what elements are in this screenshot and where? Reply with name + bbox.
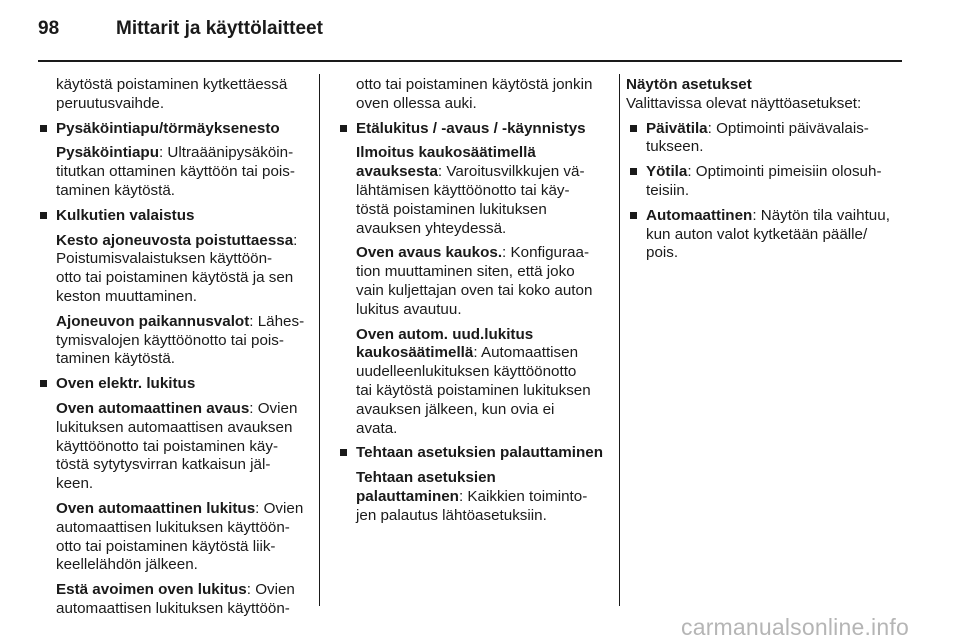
setting-term: Pysäköintiapu (56, 144, 159, 162)
bullet-square-icon (40, 380, 47, 387)
bullet-automatic-mode (626, 207, 906, 263)
bullet-electric-door-lock (36, 375, 306, 619)
setting-term: Tehtaan asetuksien (356, 469, 496, 487)
setting-description: Automaattinen: Näytön tila vaihtuu, kun auton valot kytketään päälle/ pois. (646, 206, 890, 262)
setting-description: Ilmoitus kaukosäätimellä avauksesta: Varoitusvilkkujen vä- lähtämisen käyttöönotto tai käy- töstä poistaminen lukituksen avauksen yhteydessä. (356, 144, 585, 237)
column-2 (336, 76, 604, 526)
column-1 (36, 76, 306, 619)
bullet-square-icon (630, 212, 637, 219)
column-divider-right (619, 74, 620, 606)
bullet-parking-assist (36, 120, 306, 201)
continued-text: käytöstä poistaminen kytkettäessä peruutusvaihde. (56, 76, 288, 112)
section-intro: Valittavissa olevat näyttöasetukset: (626, 94, 862, 112)
setting-description: Päivätila: Optimointi päivävalais- tukseen. (646, 119, 869, 156)
setting-term: Kesto ajoneuvosta poistuttaessa (56, 231, 294, 249)
continued-text: otto tai poistaminen käytöstä jonkin oven ollessa auki. (356, 76, 593, 112)
setting-term: Oven automaattinen avaus (56, 399, 250, 417)
section-title: Pysäköintiapu/törmäyksenesto (56, 119, 280, 137)
setting-description: Tehtaan asetuksien palauttaminen: Kaikkien toiminto- jen palautus lähtöasetuksiin. (356, 469, 588, 524)
section-title: Etälukitus / -avaus / -käynnistys (356, 119, 586, 137)
column-divider-left (319, 74, 320, 606)
bullet-remote-locking (336, 120, 604, 439)
column-3 (626, 76, 906, 263)
bullet-factory-reset (336, 444, 604, 525)
bullet-square-icon (40, 125, 47, 132)
running-title: Mittarit ja käyttölaitteet (116, 18, 323, 39)
setting-term: Estä avoimen oven lukitus (56, 581, 247, 599)
setting-term: avauksesta (356, 163, 438, 181)
setting-description: Yötila: Optimointi pimeisiin olosuh- teisiin. (646, 163, 882, 199)
setting-description: Estä avoimen oven lukitus: Ovien automaattisen lukituksen käyttöön- (56, 581, 295, 617)
setting-description: Oven autom. uud.lukitus kaukosäätimellä: Automaattisen uudelleenlukituksen käyttöönotto tai käytöstä poistaminen lukituksen avauksen jälkeen, kun ovia ei avata. (356, 325, 591, 437)
header-rule (38, 60, 902, 62)
setting-term: Ilmoitus kaukosäätimellä (356, 144, 536, 162)
setting-term: Oven automaattinen lukitus (56, 499, 256, 517)
bullet-square-icon (340, 125, 347, 132)
setting-description: Oven avaus kaukos.: Konfiguraa- tion muuttaminen siten, että joko vain kuljettajan oven tai koko auton lukitus avautuu. (356, 244, 593, 318)
bullet-night-mode (626, 163, 906, 201)
bullet-square-icon (340, 449, 347, 456)
setting-description: Pysäköintiapu: Ultraäänipysäköin- titutkan ottaminen käyttöön tai pois- taminen käytöstä. (56, 144, 295, 199)
setting-term: Automaattinen (646, 206, 753, 224)
setting-term: kaukosäätimellä (356, 344, 474, 362)
setting-term: Ajoneuvon paikannusvalot (56, 312, 250, 330)
page-number: 98 (38, 18, 60, 39)
section-heading: Näytön asetukset (626, 76, 752, 93)
bullet-square-icon (40, 212, 47, 219)
setting-description: Kesto ajoneuvosta poistuttaessa: Poistumisvalaistuksen käyttöön- otto tai poistaminen käytöstä ja sen keston muuttaminen. (56, 231, 298, 305)
bullet-path-lighting (36, 207, 306, 369)
setting-term: Oven avaus kaukos. (356, 244, 503, 262)
section-title: Tehtaan asetuksien palauttaminen (356, 444, 604, 462)
page-header (38, 18, 918, 48)
watermark-text: carmanualsonline.info (681, 614, 909, 640)
bullet-square-icon (630, 125, 637, 132)
section-title: Kulkutien valaistus (56, 206, 195, 224)
setting-term: Päivätila (646, 119, 708, 137)
section-title: Oven elektr. lukitus (56, 375, 196, 393)
setting-description: Oven automaattinen lukitus: Ovien automaattisen lukituksen käyttöön- otto tai poistaminen käytöstä liik- keellelähdön jälkeen. (56, 499, 304, 574)
setting-description: Oven automaattinen avaus: Ovien lukituksen automaattisen avauksen käyttöönotto tai poistaminen käy- töstä sytytysvirran katkaisun jäl- keen. (56, 399, 298, 493)
bullet-day-mode (626, 120, 906, 158)
bullet-square-icon (630, 168, 637, 175)
setting-term: Yötila (646, 163, 688, 181)
setting-description: Ajoneuvon paikannusvalot: Lähes- tymisvalojen käyttöönotto tai pois- taminen käytöstä. (56, 312, 305, 368)
setting-term: Oven autom. uud.lukitus (356, 325, 534, 343)
setting-term: palauttaminen (356, 487, 459, 505)
